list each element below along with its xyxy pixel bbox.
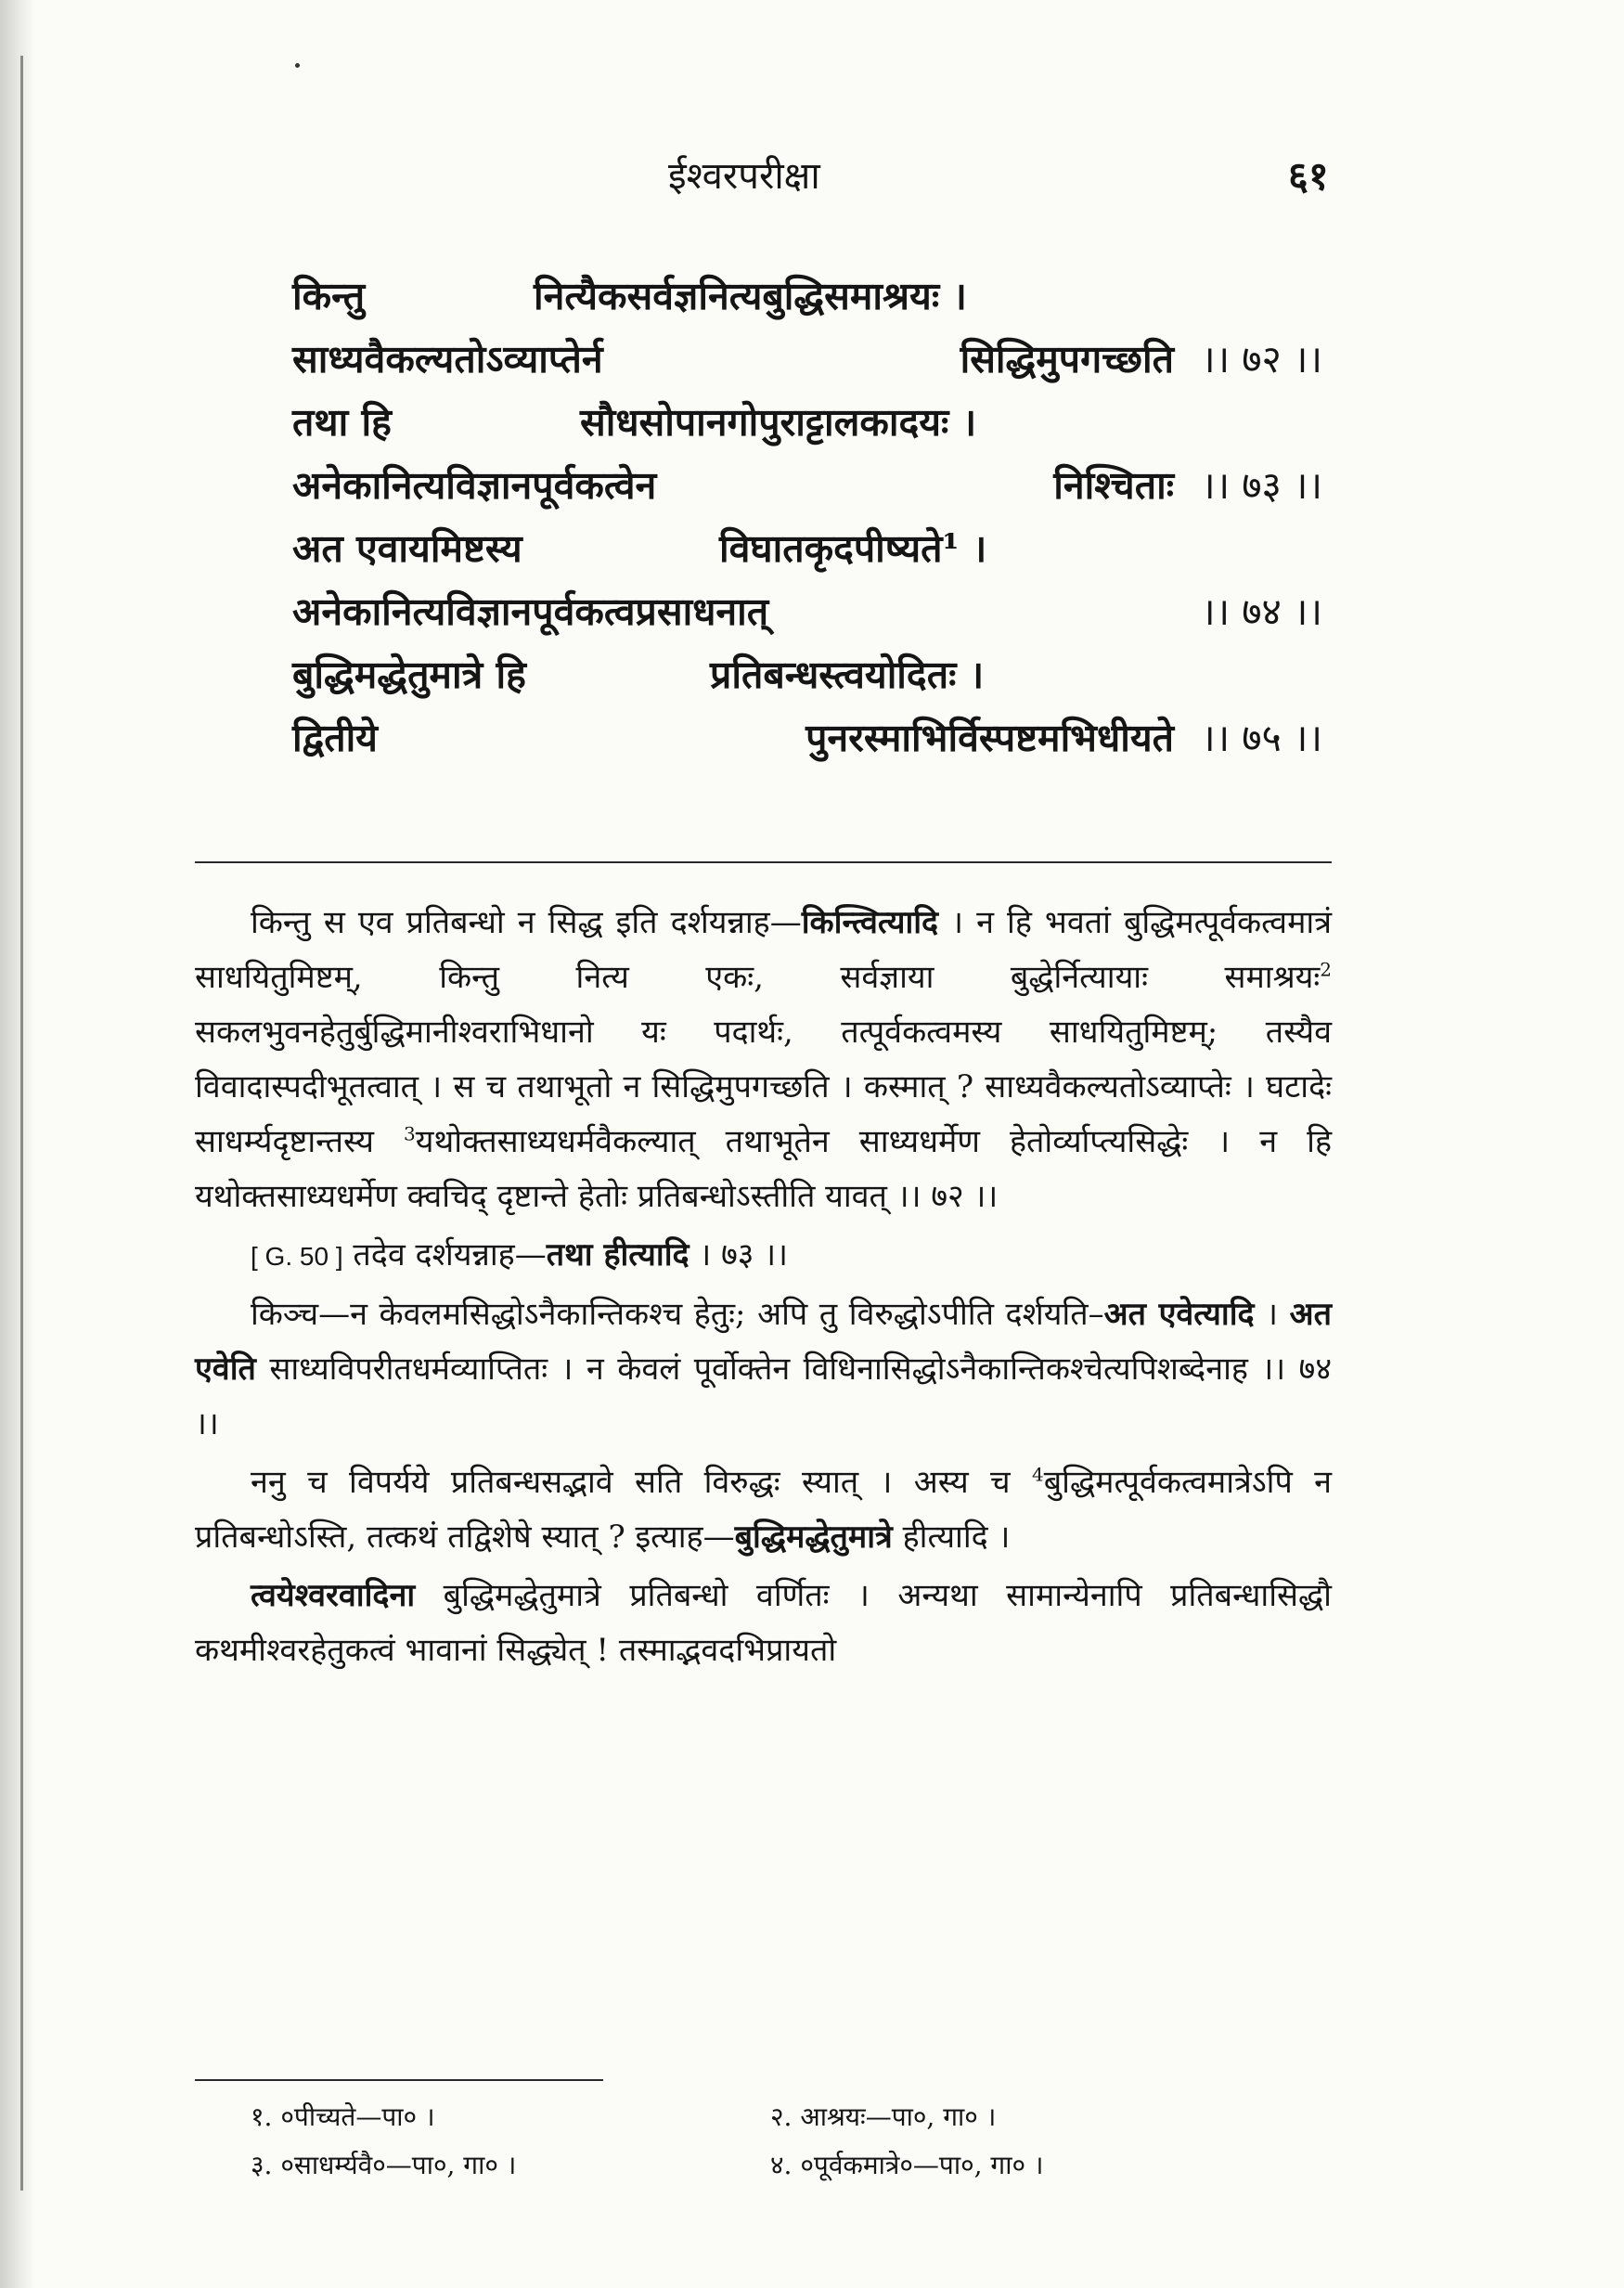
page-number: ६१ xyxy=(1288,153,1329,199)
verse-line xyxy=(292,643,1322,706)
binding-edge xyxy=(0,0,35,2288)
footnote-rule xyxy=(195,2079,603,2081)
footnote: ४. ०पूर्वकमात्रे०—पा०, गा० । xyxy=(770,2150,1044,2180)
verse-second-half: निश्चिताः xyxy=(1053,463,1174,508)
footnote-marker: 4 xyxy=(1032,1463,1044,1486)
footnote: १. ०पीच्यते—पा० । xyxy=(251,2101,435,2132)
verse-second-half: विघातकृदपीष्यते¹ । xyxy=(719,526,987,571)
verse-first-half: किन्तु xyxy=(292,274,366,318)
manuscript-reference: [ G. 50 ] xyxy=(251,1242,343,1271)
footnote-row xyxy=(251,2093,1290,2141)
commentary-paragraph xyxy=(195,1287,1332,1452)
pratika-keyword: अत एवेत्यादि xyxy=(1103,1296,1255,1333)
commentary-text: किन्तु स एव प्रतिबन्धो न सिद्ध इति दर्शयन्नाह— xyxy=(251,904,802,941)
footnote-row xyxy=(251,2141,1290,2190)
verse-first-half: तथा हि xyxy=(292,400,392,445)
verse-line xyxy=(292,265,1322,328)
commentary-text: बुद्धिमद्धेतुमात्रे प्रतिबन्धो वर्णितः । अन्यथा सामान्येनापि प्रतिबन्धासिद्धौ कथमीश्वरहेतुकत्वं भावानां सिद्ध्येत् ! तस्माद्भवदभिप्रायतो xyxy=(195,1577,1332,1669)
pratika-keyword: अत एवेति xyxy=(195,1296,1332,1388)
verse-number: ।। ७५ ।। xyxy=(1201,716,1322,760)
verse-number: ।। ७२ ।। xyxy=(1201,337,1322,381)
verse-line xyxy=(292,454,1322,517)
ink-speck xyxy=(295,63,300,68)
verse-line xyxy=(292,391,1322,454)
commentary-text: यथोक्तसाध्यधर्मवैकल्यात् तथाभूतेन साध्यधर्मेण हेतोर्व्याप्त्यसिद्धेः । न हि यथोक्तसाध्यधर्मेण क्वचिद् दृष्टान्ते हेतोः प्रतिबन्धोऽस्तीति यावत् ।। ७२ ।। xyxy=(195,1123,1333,1215)
verse-first-half: अनेकानित्यविज्ञानपूर्वकत्वप्रसाधनात् xyxy=(292,589,769,634)
verse-second-half: पुनरस्माभिर्विस्पष्टमभिधीयते xyxy=(806,716,1174,760)
commentary-text: हीत्यादि । xyxy=(892,1519,1011,1556)
verse-block xyxy=(292,265,1322,769)
pratika-keyword: बुद्धिमद्धेतुमात्रे xyxy=(734,1519,893,1556)
verse-line xyxy=(292,517,1322,580)
pratika-keyword: त्वयेश्वरवादिना xyxy=(251,1577,416,1614)
verse-line xyxy=(292,328,1322,391)
footnote: ३. ०साधर्म्यवै०—पा०, गा० । xyxy=(251,2150,517,2180)
commentary-paragraph xyxy=(195,1455,1332,1565)
verse-first-half: बुद्धिमद्धेतुमात्रे हि xyxy=(292,653,526,697)
verse-first-half: द्वितीये xyxy=(292,716,378,760)
commentary-text: । xyxy=(1254,1296,1290,1333)
commentary-paragraph xyxy=(195,1228,1332,1284)
commentary-paragraph xyxy=(195,896,1332,1224)
commentary-text: बुद्धिमत्पूर्वकत्वमात्रेऽपि न प्रतिबन्धोऽस्ति, तत्कथं तद्विशेषे स्यात् ? इत्याह— xyxy=(195,1464,1333,1556)
footnote-marker: 3 xyxy=(404,1122,416,1145)
commentary-text: सकलभुवनहेतुर्बुद्धिमानीश्वराभिधानो यः पदार्थः, तत्पूर्वकत्वमस्य साधयितुमिष्टम्; तस्यैव विवादास्पदीभूतत्वात् । स च तथाभूतो न सिद्धिमुपगच्छति । कस्मात् ? साध्यवैकल्यतोऽव्याप्तेः । घटादेः साधर्म्यदृष्टान्तस्य xyxy=(195,1014,1332,1160)
verse-first-half: अत एवायमिष्टस्य xyxy=(292,526,522,571)
commentary xyxy=(195,896,1332,1682)
commentary-paragraph xyxy=(195,1569,1332,1678)
commentary-text: । ७३ ।। xyxy=(689,1236,789,1273)
running-title: ईश्वरपरीक्षा xyxy=(668,155,820,198)
commentary-text: किञ्च—न केवलमसिद्धोऽनैकान्तिकश्च हेतुः; अपि तु विरुद्धोऽपीति दर्शयति– xyxy=(251,1296,1104,1333)
pratika-keyword: तथा हीत्यादि xyxy=(546,1236,690,1273)
commentary-text: साध्यविपरीतधर्मव्याप्तितः । न केवलं पूर्वोक्तेन विधिनासिद्धोऽनैकान्तिकश्चेत्यपिशब्देनाह ।। ७४ ।। xyxy=(195,1351,1332,1442)
verse-number: ।। ७३ ।। xyxy=(1201,463,1322,508)
verse-number: ।। ७४ ।। xyxy=(1201,589,1322,634)
verse-commentary-separator xyxy=(195,861,1332,863)
verse-line xyxy=(292,706,1322,769)
commentary-text: । न हि भवतां बुद्धिमत्पूर्वकत्वमात्रं साधयितुमिष्टम्, किन्तु नित्य एकः, सर्वज्ञाया बुद्धेर्नित्यायाः समाश्रयः xyxy=(195,904,1332,996)
footnote-marker: 2 xyxy=(1320,958,1332,981)
verse-first-half: अनेकानित्यविज्ञानपूर्वकत्वेन xyxy=(292,463,657,508)
binding-line xyxy=(20,56,23,2191)
footnotes xyxy=(251,2093,1290,2190)
verse-second-half: प्रतिबन्धस्त्वयोदितः । xyxy=(710,653,985,697)
verse-second-half: नित्यैकसर्वज्ञनित्यबुद्धिसमाश्रयः । xyxy=(534,274,967,318)
page-header xyxy=(0,149,1624,213)
footnote: २. आश्रयः—पा०, गा० । xyxy=(770,2101,997,2132)
verse-line xyxy=(292,580,1322,643)
pratika-keyword: किन्त्वित्यादि xyxy=(801,904,939,941)
verse-second-half: सिद्धिमुपगच्छति xyxy=(960,337,1174,381)
commentary-text: ननु च विपर्यये प्रतिबन्धसद्भावे सति विरुद्धः स्यात् । अस्य च xyxy=(251,1464,1033,1501)
verse-second-half: सौधसोपानगोपुराट्टालकादयः । xyxy=(580,400,977,445)
verse-first-half: साध्यवैकल्यतोऽव्याप्तेर्न xyxy=(292,337,603,381)
commentary-text: तदेव दर्शयन्नाह— xyxy=(342,1236,547,1273)
